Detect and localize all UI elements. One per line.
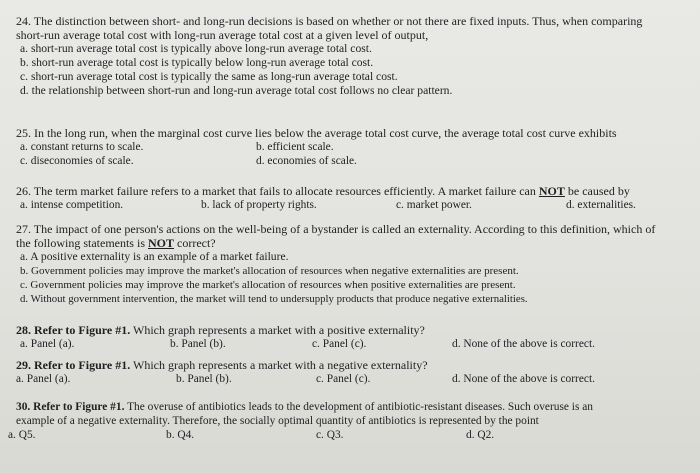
question-25-option-d: d. economies of scale. xyxy=(256,155,357,167)
question-30-option-c: c. Q3. xyxy=(316,429,344,441)
question-25-option-b: b. efficient scale. xyxy=(256,141,334,153)
question-28-option-b: b. Panel (b). xyxy=(170,338,226,350)
question-24-option-d: d. the relationship between short-run and long-run average total cost follows no clear pattern. xyxy=(20,84,453,97)
question-27-not-emphasis: NOT xyxy=(147,236,174,250)
question-27 xyxy=(16,222,692,306)
question-30-number: 30. xyxy=(16,401,31,413)
question-26-option-b: b. lack of property rights. xyxy=(201,199,317,211)
question-30 xyxy=(8,400,692,442)
question-27-option-b: b. Government policies may improve the market's allocation of resources when negative externalities are present. xyxy=(20,265,519,277)
question-28-option-d: d. None of the above is correct. xyxy=(452,338,595,350)
question-30-stem-line2: example of a negative externality. Therefore, the socially optimal quantity of antibiotics is represented by the point xyxy=(16,415,539,427)
question-28-figure-ref: Refer to Figure #1. xyxy=(34,323,131,337)
question-27-stem-end: correct? xyxy=(174,236,216,250)
question-30-option-d: d. Q2. xyxy=(466,429,495,441)
question-27-option-a: a. A positive externality is an example of a market failure. xyxy=(20,250,289,263)
question-29-number: 29. xyxy=(16,358,31,372)
question-24-option-b: b. short-run average total cost is typically below long-run average total cost. xyxy=(20,56,374,69)
question-28-option-a: a. Panel (a). xyxy=(20,338,75,350)
question-24-stem-line2: short-run average total cost with long-run average total cost at a given level of output, xyxy=(16,28,429,42)
question-29 xyxy=(16,358,692,386)
question-30-stem-line1 xyxy=(16,400,692,414)
question-26 xyxy=(16,184,692,212)
question-29-option-d: d. None of the above is correct. xyxy=(452,373,595,385)
question-28-stem xyxy=(16,323,692,337)
question-27-stem-line2 xyxy=(16,236,692,250)
question-27-option-c: c. Government policies may improve the market's allocation of resources when positive externalities are present. xyxy=(20,279,516,291)
question-27-option-d: d. Without government intervention, the market will tend to undersupply products that produce negative externalities. xyxy=(20,293,528,305)
question-26-not-emphasis: NOT xyxy=(538,184,565,198)
question-25 xyxy=(16,126,692,168)
question-28-option-c: c. Panel (c). xyxy=(312,338,367,350)
question-26-option-c: c. market power. xyxy=(396,199,472,211)
question-30-options-row xyxy=(8,428,692,442)
question-24-option-c: c. short-run average total cost is typically the same as long-run average total cost. xyxy=(20,70,398,83)
question-30-figure-ref: Refer to Figure #1. xyxy=(33,401,125,413)
question-24 xyxy=(16,14,692,98)
question-29-option-b: b. Panel (b). xyxy=(176,373,232,385)
question-29-figure-ref: Refer to Figure #1. xyxy=(34,358,131,372)
question-30-option-b: b. Q4. xyxy=(166,429,195,441)
question-29-option-a: a. Panel (a). xyxy=(16,373,71,385)
question-26-option-a: a. intense competition. xyxy=(20,199,124,211)
question-30-stem-text: The overuse of antibiotics leads to the development of antibiotic-resistant diseases. Such overuse is an xyxy=(124,401,594,413)
question-26-option-d: d. externalities. xyxy=(566,199,636,211)
question-26-stem-text: 26. The term market failure refers to a market that fails to allocate resources efficiently. A market failure can xyxy=(16,184,539,198)
question-29-option-c: c. Panel (c). xyxy=(316,373,371,385)
question-25-stem: 25. In the long run, when the marginal cost curve lies below the average total cost curve, the average total cost curve exhibits xyxy=(16,126,617,140)
question-24-stem-line1: 24. The distinction between short- and long-run decisions is based on whether or not there are fixed inputs. Thus, when comparing xyxy=(16,14,643,28)
question-28-stem-text: Which graph represents a market with a positive externality? xyxy=(130,323,425,337)
question-26-options-row xyxy=(16,198,692,212)
question-25-option-a: a. constant returns to scale. xyxy=(20,141,144,153)
question-26-stem-end: be caused by xyxy=(564,184,630,198)
question-28 xyxy=(16,323,692,351)
question-25-option-c: c. diseconomies of scale. xyxy=(20,155,134,167)
question-25-options-row2 xyxy=(16,154,692,168)
question-30-option-a: a. Q5. xyxy=(8,429,36,441)
question-24-option-a: a. short-run average total cost is typically above long-run average total cost. xyxy=(20,42,372,55)
question-28-options-row xyxy=(16,337,692,351)
question-29-stem-text: Which graph represents a market with a negative externality? xyxy=(130,358,428,372)
question-27-stem-line1: 27. The impact of one person's actions on the well-being of a bystander is called an externality. According to this definition, which of xyxy=(16,222,656,236)
question-29-options-row xyxy=(16,372,692,386)
question-29-stem xyxy=(16,358,692,372)
question-26-stem xyxy=(16,184,692,198)
question-28-number: 28. xyxy=(16,323,31,337)
question-25-options-row1 xyxy=(16,140,692,154)
question-27-stem-text: the following statements is xyxy=(16,236,148,250)
